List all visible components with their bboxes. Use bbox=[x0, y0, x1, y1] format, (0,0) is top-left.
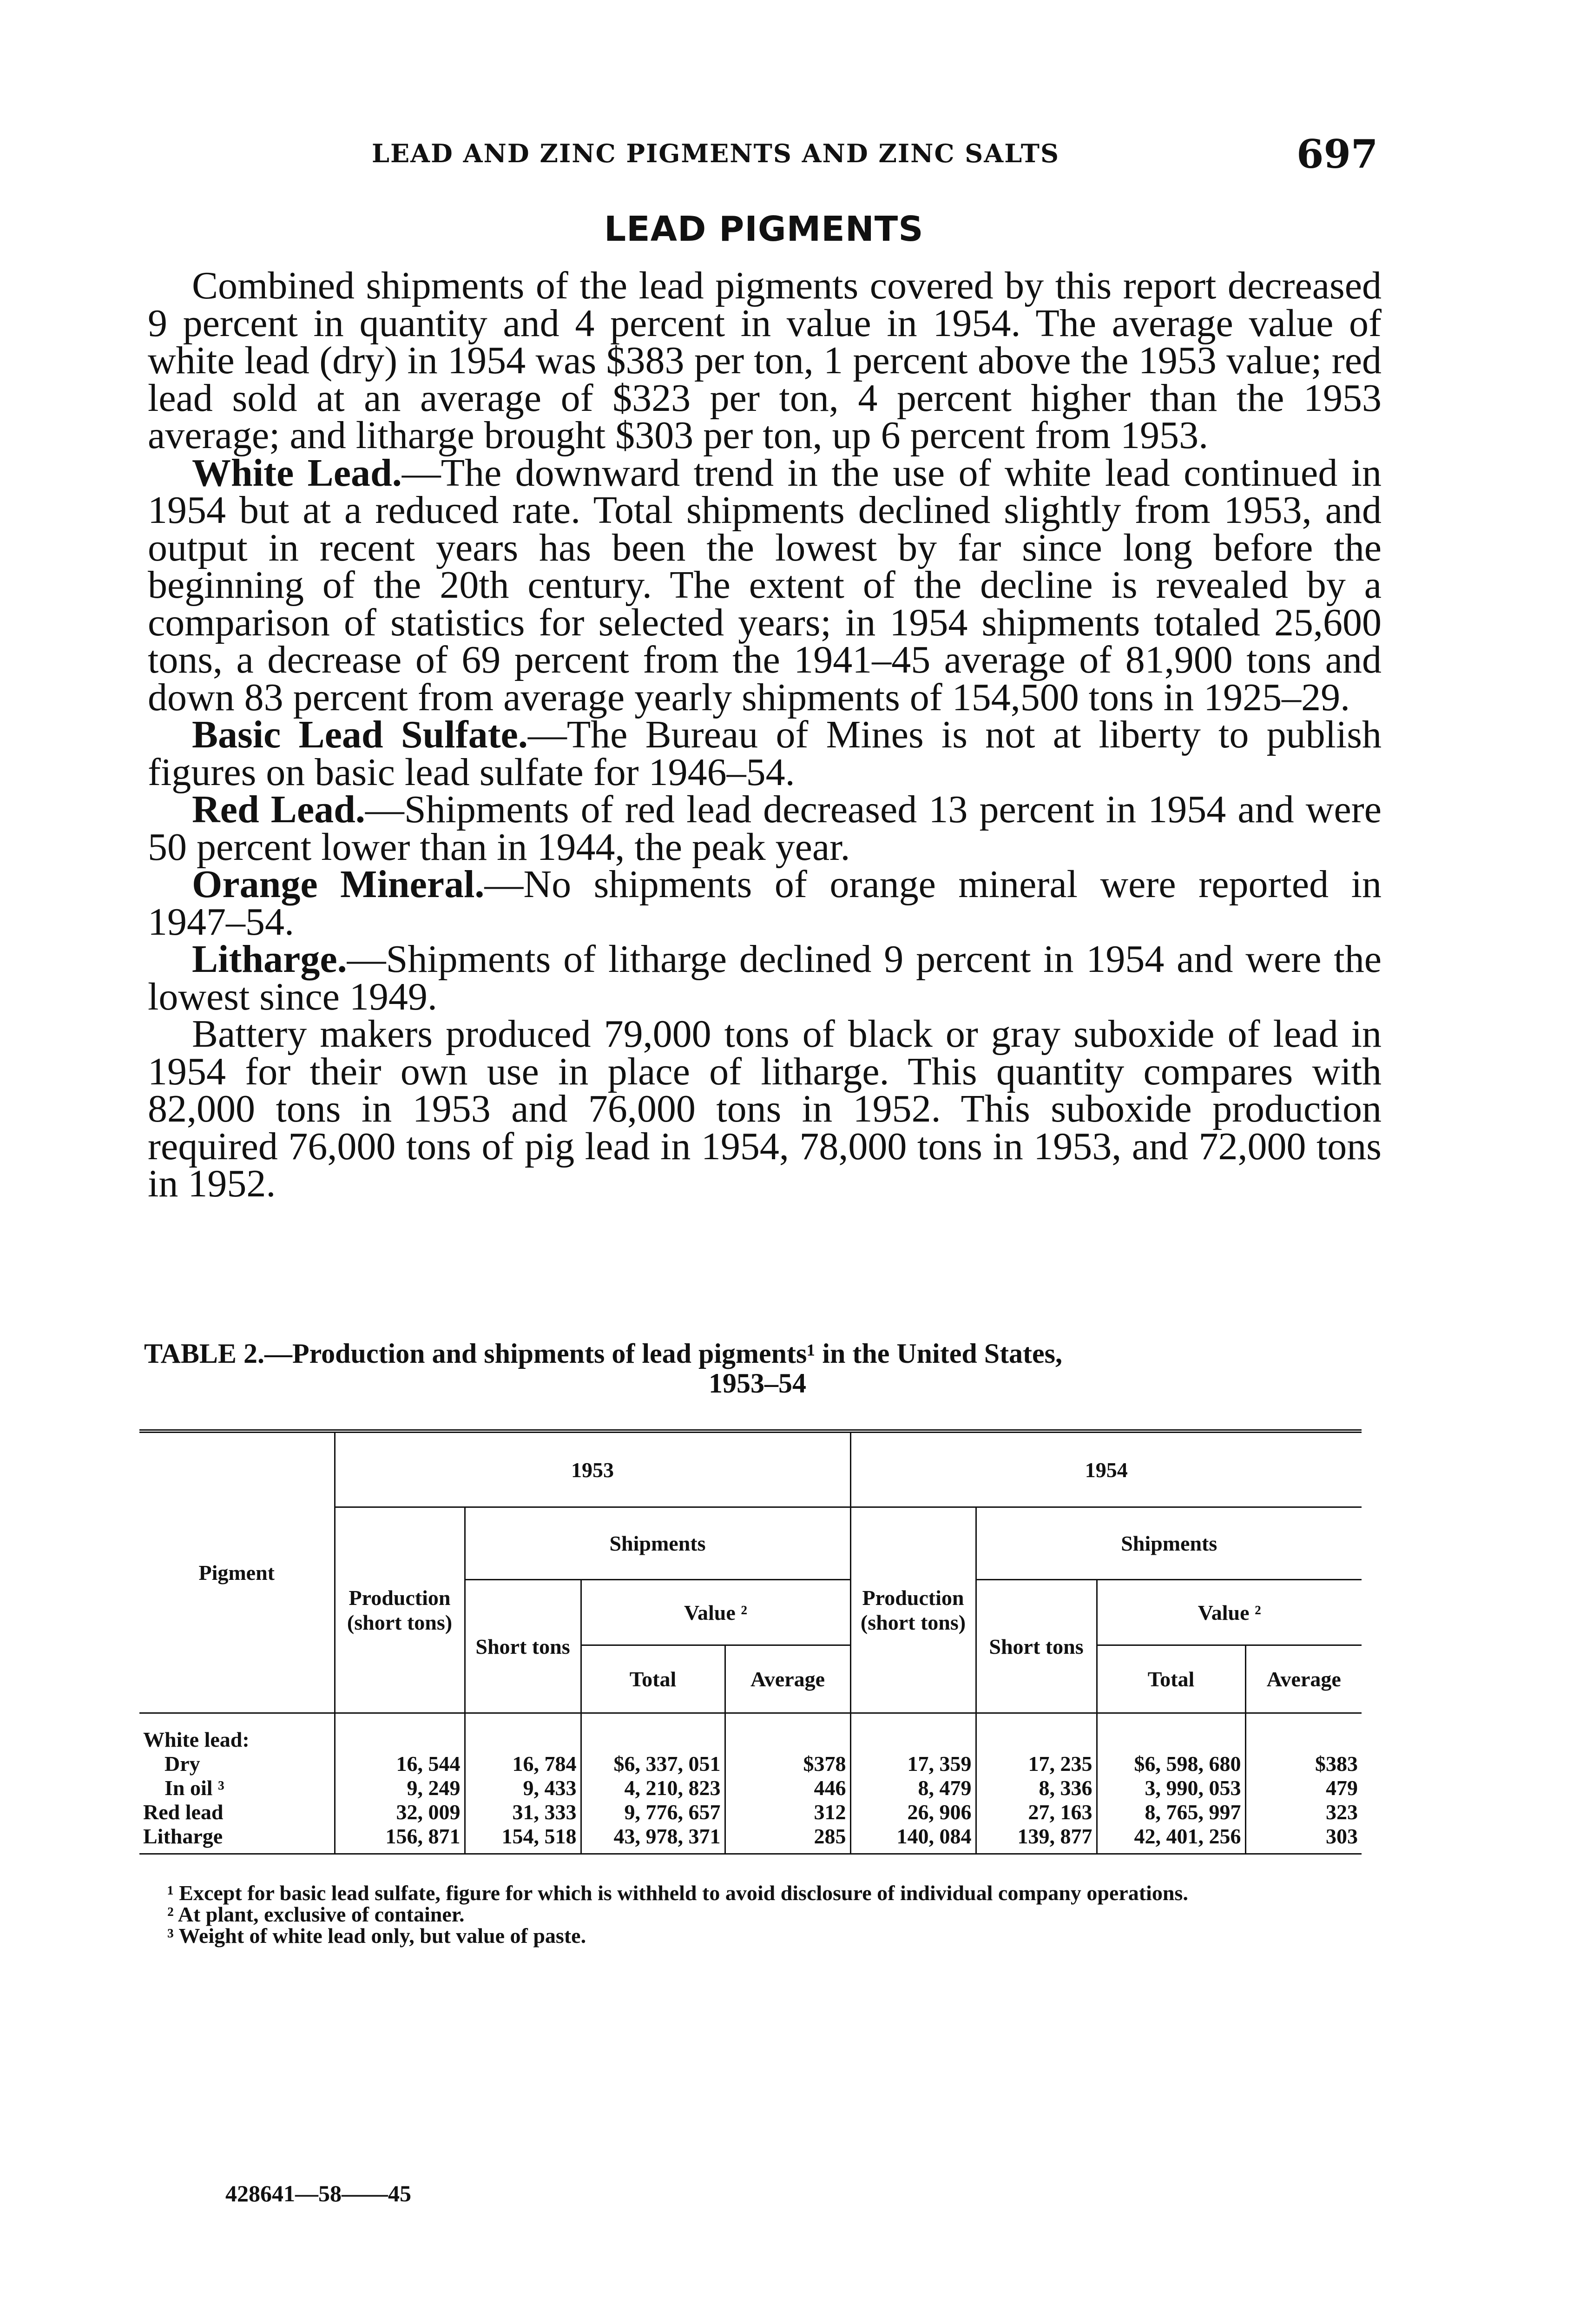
run-in-heading-red-lead: Red Lead. bbox=[192, 788, 365, 831]
header-production-1953: Production (short tons) bbox=[335, 1507, 465, 1713]
short-tons-1953: 31, 333 bbox=[465, 1800, 581, 1824]
group-label-white-lead: White lead: bbox=[143, 1728, 250, 1751]
short-tons-1954: 17, 235 bbox=[976, 1752, 1097, 1776]
short-tons-1954: 139, 877 bbox=[976, 1824, 1097, 1854]
header-short-tons-1953: Short tons bbox=[465, 1580, 581, 1713]
header-short-tons-1954: Short tons bbox=[976, 1580, 1097, 1713]
short-tons-1953: 154, 518 bbox=[465, 1824, 581, 1854]
body-text bbox=[148, 264, 1382, 1205]
empty-cell bbox=[850, 1713, 976, 1752]
short-tons-1954: 27, 163 bbox=[976, 1800, 1097, 1824]
total-value-1953: 4, 210, 823 bbox=[581, 1776, 725, 1800]
table-row bbox=[139, 1776, 1362, 1800]
paragraph-orange-mineral-text: —No shipments of orange mineral were reported in 1947–54. bbox=[148, 863, 1382, 944]
total-value-1953: 9, 776, 657 bbox=[581, 1800, 725, 1824]
production-1953: 156, 871 bbox=[335, 1824, 465, 1854]
production-1953: 32, 009 bbox=[335, 1800, 465, 1824]
empty-cell bbox=[725, 1713, 850, 1752]
table-row bbox=[139, 1800, 1362, 1824]
header-average-1954: Average bbox=[1245, 1645, 1362, 1713]
header-total-1954: Total bbox=[1097, 1645, 1245, 1713]
header-production-1954: Production (short tons) bbox=[850, 1507, 976, 1713]
average-value-1953: 446 bbox=[725, 1776, 850, 1800]
footnote-1: ¹ Except for basic lead sulfate, figure for which is withheld to avoid disclosure of individual company operations. bbox=[167, 1881, 1188, 1905]
paragraph-basic-lead-sulfate bbox=[148, 713, 1382, 794]
average-value-1953: $378 bbox=[725, 1752, 850, 1776]
run-in-heading-basic-lead-sulfate: Basic Lead Sulfate. bbox=[192, 713, 528, 756]
total-value-1954: 42, 401, 256 bbox=[1097, 1824, 1245, 1854]
paragraph-battery: Battery makers produced 79,000 tons of black or gray suboxide of lead in 1954 for their own use in place of litharge. This quantity compares with 82,000 tons in 1953 and 76,000 tons in 1952. This suboxide production required 76,000 tons of pig lead in 1954, 78,000 tons in 1953, and 72,000 tons in 1952. bbox=[148, 1012, 1382, 1205]
production-1954: 140, 084 bbox=[850, 1824, 976, 1854]
table-row bbox=[139, 1824, 1362, 1854]
lead-pigments-table bbox=[139, 1429, 1362, 1855]
footnote-2: ² At plant, exclusive of container. bbox=[167, 1902, 465, 1926]
short-tons-1954: 8, 336 bbox=[976, 1776, 1097, 1800]
average-value-1954: 479 bbox=[1245, 1776, 1362, 1800]
header-value-1953: Value ² bbox=[581, 1580, 850, 1645]
total-value-1953: 43, 978, 371 bbox=[581, 1824, 725, 1854]
run-in-heading-white-lead: White Lead. bbox=[192, 451, 402, 495]
empty-cell bbox=[976, 1713, 1097, 1752]
run-in-heading-litharge: Litharge. bbox=[192, 938, 347, 981]
production-1954: 8, 479 bbox=[850, 1776, 976, 1800]
average-value-1953: 312 bbox=[725, 1800, 850, 1824]
table-caption bbox=[144, 1339, 1371, 1398]
header-total-1953: Total bbox=[581, 1645, 725, 1713]
running-header-title: LEAD AND ZINC PIGMENTS AND ZINC SALTS bbox=[372, 139, 1060, 168]
header-shipments-1953: Shipments bbox=[465, 1507, 850, 1580]
production-1954: 26, 906 bbox=[850, 1800, 976, 1824]
header-year-1953: 1953 bbox=[335, 1431, 850, 1507]
empty-cell bbox=[335, 1713, 465, 1752]
header-pigment: Pigment bbox=[139, 1431, 335, 1713]
row-label: Dry bbox=[143, 1752, 200, 1776]
total-value-1954: $6, 598, 680 bbox=[1097, 1752, 1245, 1776]
average-value-1954: 303 bbox=[1245, 1824, 1362, 1854]
paragraph-red-lead bbox=[148, 788, 1382, 869]
average-value-1954: 323 bbox=[1245, 1800, 1362, 1824]
table-caption-line1: TABLE 2.—Production and shipments of lead pigments¹ in the United States, bbox=[144, 1338, 1063, 1369]
paragraph-red-lead-text: —Shipments of red lead decreased 13 percent in 1954 and were 50 percent lower than in 1944, the peak year. bbox=[148, 788, 1382, 869]
average-value-1953: 285 bbox=[725, 1824, 850, 1854]
row-label: In oil ³ bbox=[143, 1776, 224, 1800]
table-row bbox=[139, 1752, 1362, 1776]
production-1953: 16, 544 bbox=[335, 1752, 465, 1776]
row-label: Red lead bbox=[143, 1800, 224, 1824]
paragraph-white-lead bbox=[148, 451, 1382, 719]
table-group-row bbox=[139, 1713, 1362, 1752]
footnote-3: ³ Weight of white lead only, but value of paste. bbox=[167, 1924, 586, 1948]
total-value-1953: $6, 337, 051 bbox=[581, 1752, 725, 1776]
row-label: Litharge bbox=[139, 1824, 335, 1854]
printer-code: 428641—58——45 bbox=[225, 2180, 411, 2206]
table-footnotes bbox=[139, 1882, 1366, 1947]
empty-cell bbox=[1097, 1713, 1245, 1752]
table-caption-line2: 1953–54 bbox=[709, 1368, 806, 1399]
section-title: LEAD PIGMENTS bbox=[604, 209, 924, 249]
total-value-1954: 8, 765, 997 bbox=[1097, 1800, 1245, 1824]
production-1954: 17, 359 bbox=[850, 1752, 976, 1776]
header-value-1954: Value ² bbox=[1097, 1580, 1362, 1645]
short-tons-1953: 16, 784 bbox=[465, 1752, 581, 1776]
run-in-heading-orange-mineral: Orange Mineral. bbox=[192, 863, 485, 906]
header-year-1954: 1954 bbox=[850, 1431, 1362, 1507]
paragraph-basic-lead-sulfate-text: —The Bureau of Mines is not at liberty to publish figures on basic lead sulfate for 1946–54. bbox=[148, 713, 1382, 794]
paragraph-litharge bbox=[148, 938, 1382, 1018]
short-tons-1953: 9, 433 bbox=[465, 1776, 581, 1800]
empty-cell bbox=[465, 1713, 581, 1752]
paragraph-white-lead-text: —The downward trend in the use of white lead continued in 1954 but at a reduced rate. Total shipments declined slightly from 1953, and output in recent years has been the lowest by far since long before the beginning of the 20th century. The extent of the decline is revealed by a comparison of statistics for selected years; in 1954 shipments totaled 25,600 tons, a decrease of 69 percent from the 1941–45 average of 81,900 tons and down 83 percent from average yearly shipments of 154,500 tons in 1925–29. bbox=[148, 451, 1382, 719]
header-shipments-1954: Shipments bbox=[976, 1507, 1362, 1580]
empty-cell bbox=[581, 1713, 725, 1752]
paragraph-orange-mineral bbox=[148, 863, 1382, 944]
production-1953: 9, 249 bbox=[335, 1776, 465, 1800]
paragraph-intro: Combined shipments of the lead pigments covered by this report decreased 9 percent in quantity and 4 percent in value in 1954. The average value of white lead (dry) in 1954 was $383 per ton, 1 percent above the 1953 value; red lead sold at an average of $323 per ton, 4 percent higher than the 1953 average; and litharge brought $303 per ton, up 6 percent from 1953. bbox=[148, 264, 1382, 457]
empty-cell bbox=[1245, 1713, 1362, 1752]
header-average-1953: Average bbox=[725, 1645, 850, 1713]
total-value-1954: 3, 990, 053 bbox=[1097, 1776, 1245, 1800]
average-value-1954: $383 bbox=[1245, 1752, 1362, 1776]
page-number: 697 bbox=[1296, 131, 1378, 177]
paragraph-litharge-text: —Shipments of litharge declined 9 percent in 1954 and were the lowest since 1949. bbox=[148, 938, 1382, 1018]
